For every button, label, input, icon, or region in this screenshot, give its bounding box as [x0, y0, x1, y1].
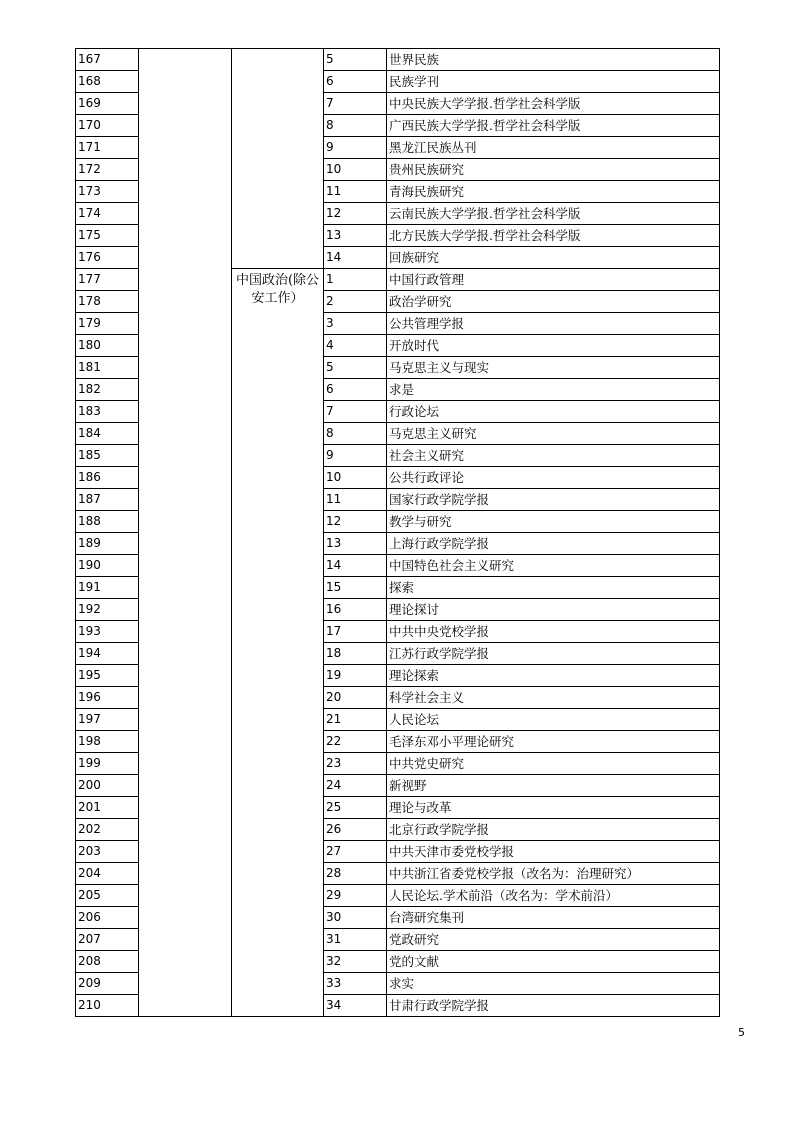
- seq-cell: 190: [76, 555, 139, 577]
- seq-cell: 179: [76, 313, 139, 335]
- table-body: [76, 49, 720, 1017]
- journal-name-cell: 中国行政管理: [387, 269, 720, 291]
- journal-name-cell: 马克思主义研究: [387, 423, 720, 445]
- journal-name-cell: 中共天津市委党校学报: [387, 841, 720, 863]
- seq-cell: 188: [76, 511, 139, 533]
- rank-cell: 14: [324, 247, 387, 269]
- seq-cell: 194: [76, 643, 139, 665]
- rank-cell: 5: [324, 357, 387, 379]
- seq-cell: 197: [76, 709, 139, 731]
- seq-cell: 201: [76, 797, 139, 819]
- seq-cell: 203: [76, 841, 139, 863]
- rank-cell: 12: [324, 203, 387, 225]
- journal-name-cell: 云南民族大学学报.哲学社会科学版: [387, 203, 720, 225]
- rank-cell: 29: [324, 885, 387, 907]
- rank-cell: 25: [324, 797, 387, 819]
- seq-cell: 185: [76, 445, 139, 467]
- journal-name-cell: 青海民族研究: [387, 181, 720, 203]
- rank-cell: 2: [324, 291, 387, 313]
- journal-name-cell: 理论探索: [387, 665, 720, 687]
- rank-cell: 19: [324, 665, 387, 687]
- seq-cell: 198: [76, 731, 139, 753]
- rank-cell: 7: [324, 401, 387, 423]
- journal-name-cell: 理论探讨: [387, 599, 720, 621]
- rank-cell: 20: [324, 687, 387, 709]
- journal-name-cell: 民族学刊: [387, 71, 720, 93]
- seq-cell: 193: [76, 621, 139, 643]
- journal-name-cell: 北方民族大学学报.哲学社会科学版: [387, 225, 720, 247]
- rank-cell: 31: [324, 929, 387, 951]
- rank-cell: 11: [324, 489, 387, 511]
- rank-cell: 5: [324, 49, 387, 71]
- seq-cell: 208: [76, 951, 139, 973]
- rank-cell: 14: [324, 555, 387, 577]
- journal-name-cell: 台湾研究集刊: [387, 907, 720, 929]
- journal-name-cell: 甘肃行政学院学报: [387, 995, 720, 1017]
- seq-cell: 180: [76, 335, 139, 357]
- journal-name-cell: 政治学研究: [387, 291, 720, 313]
- journal-name-cell: 人民论坛: [387, 709, 720, 731]
- rank-cell: 10: [324, 467, 387, 489]
- rank-cell: 7: [324, 93, 387, 115]
- journal-name-cell: 中共浙江省委党校学报（改名为：治理研究）: [387, 863, 720, 885]
- rank-cell: 1: [324, 269, 387, 291]
- rank-cell: 8: [324, 115, 387, 137]
- table-row: [76, 49, 720, 71]
- journal-name-cell: 广西民族大学学报.哲学社会科学版: [387, 115, 720, 137]
- seq-cell: 178: [76, 291, 139, 313]
- journal-name-cell: 公共行政评论: [387, 467, 720, 489]
- seq-cell: 177: [76, 269, 139, 291]
- journal-name-cell: 中共中央党校学报: [387, 621, 720, 643]
- journal-name-cell: 人民论坛.学术前沿（改名为：学术前沿）: [387, 885, 720, 907]
- page-number: 5: [738, 1026, 745, 1039]
- seq-cell: 168: [76, 71, 139, 93]
- journal-name-cell: 马克思主义与现实: [387, 357, 720, 379]
- rank-cell: 8: [324, 423, 387, 445]
- rank-cell: 6: [324, 71, 387, 93]
- rank-cell: 33: [324, 973, 387, 995]
- rank-cell: 26: [324, 819, 387, 841]
- seq-cell: 175: [76, 225, 139, 247]
- rank-cell: 17: [324, 621, 387, 643]
- journal-name-cell: 教学与研究: [387, 511, 720, 533]
- rank-cell: 9: [324, 445, 387, 467]
- seq-cell: 172: [76, 159, 139, 181]
- rank-cell: 6: [324, 379, 387, 401]
- seq-cell: 195: [76, 665, 139, 687]
- seq-cell: 169: [76, 93, 139, 115]
- rank-cell: 11: [324, 181, 387, 203]
- rank-cell: 32: [324, 951, 387, 973]
- seq-cell: 205: [76, 885, 139, 907]
- rank-cell: 18: [324, 643, 387, 665]
- seq-cell: 192: [76, 599, 139, 621]
- seq-cell: 204: [76, 863, 139, 885]
- journal-name-cell: 党的文献: [387, 951, 720, 973]
- seq-cell: 191: [76, 577, 139, 599]
- seq-cell: 173: [76, 181, 139, 203]
- journal-name-cell: 回族研究: [387, 247, 720, 269]
- seq-cell: 202: [76, 819, 139, 841]
- journal-name-cell: 行政论坛: [387, 401, 720, 423]
- rank-cell: 13: [324, 225, 387, 247]
- seq-cell: 170: [76, 115, 139, 137]
- seq-cell: 174: [76, 203, 139, 225]
- seq-cell: 182: [76, 379, 139, 401]
- seq-cell: 186: [76, 467, 139, 489]
- seq-cell: 206: [76, 907, 139, 929]
- seq-cell: 187: [76, 489, 139, 511]
- journal-name-cell: 世界民族: [387, 49, 720, 71]
- rank-cell: 10: [324, 159, 387, 181]
- seq-cell: 200: [76, 775, 139, 797]
- journal-name-cell: 科学社会主义: [387, 687, 720, 709]
- category-cell: 中国政治(除公安工作）: [232, 269, 324, 1017]
- journal-name-cell: 中国特色社会主义研究: [387, 555, 720, 577]
- journal-name-cell: 毛泽东邓小平理论研究: [387, 731, 720, 753]
- journal-name-cell: 上海行政学院学报: [387, 533, 720, 555]
- seq-cell: 189: [76, 533, 139, 555]
- seq-cell: 184: [76, 423, 139, 445]
- seq-cell: 181: [76, 357, 139, 379]
- journal-name-cell: 党政研究: [387, 929, 720, 951]
- seq-cell: 207: [76, 929, 139, 951]
- journal-name-cell: 北京行政学院学报: [387, 819, 720, 841]
- seq-cell: 171: [76, 137, 139, 159]
- rank-cell: 9: [324, 137, 387, 159]
- rank-cell: 12: [324, 511, 387, 533]
- rank-cell: 34: [324, 995, 387, 1017]
- seq-cell: 167: [76, 49, 139, 71]
- rank-cell: 28: [324, 863, 387, 885]
- journal-name-cell: 求实: [387, 973, 720, 995]
- journal-name-cell: 黑龙江民族丛刊: [387, 137, 720, 159]
- seq-cell: 199: [76, 753, 139, 775]
- journal-name-cell: 国家行政学院学报: [387, 489, 720, 511]
- journal-name-cell: 探索: [387, 577, 720, 599]
- seq-cell: 196: [76, 687, 139, 709]
- journal-name-cell: 贵州民族研究: [387, 159, 720, 181]
- rank-cell: 13: [324, 533, 387, 555]
- discipline-cell: [139, 49, 232, 1017]
- rank-cell: 4: [324, 335, 387, 357]
- seq-cell: 183: [76, 401, 139, 423]
- journal-name-cell: 公共管理学报: [387, 313, 720, 335]
- journal-name-cell: 中央民族大学学报.哲学社会科学版: [387, 93, 720, 115]
- journal-name-cell: 中共党史研究: [387, 753, 720, 775]
- rank-cell: 21: [324, 709, 387, 731]
- journal-table: [75, 48, 720, 1017]
- rank-cell: 16: [324, 599, 387, 621]
- rank-cell: 22: [324, 731, 387, 753]
- rank-cell: 15: [324, 577, 387, 599]
- journal-name-cell: 开放时代: [387, 335, 720, 357]
- category-cell-previous: [232, 49, 324, 269]
- journal-name-cell: 理论与改革: [387, 797, 720, 819]
- rank-cell: 30: [324, 907, 387, 929]
- seq-cell: 209: [76, 973, 139, 995]
- rank-cell: 3: [324, 313, 387, 335]
- journal-name-cell: 江苏行政学院学报: [387, 643, 720, 665]
- seq-cell: 210: [76, 995, 139, 1017]
- seq-cell: 176: [76, 247, 139, 269]
- journal-name-cell: 新视野: [387, 775, 720, 797]
- journal-name-cell: 求是: [387, 379, 720, 401]
- rank-cell: 23: [324, 753, 387, 775]
- rank-cell: 27: [324, 841, 387, 863]
- journal-name-cell: 社会主义研究: [387, 445, 720, 467]
- rank-cell: 24: [324, 775, 387, 797]
